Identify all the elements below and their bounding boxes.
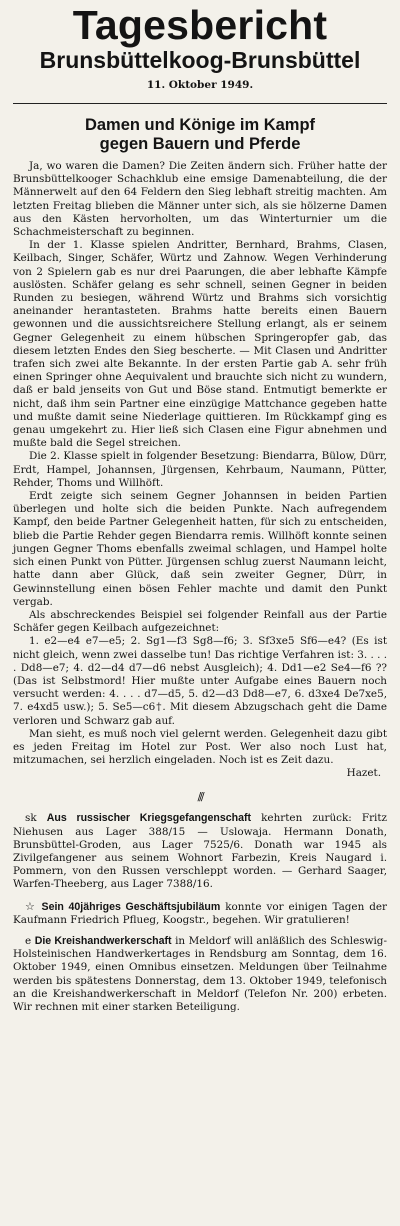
author-signature: Hazet.	[346, 767, 381, 780]
notice-kicker: Die Kreishandwerkerschaft	[34, 934, 172, 947]
masthead-subtitle: Brunsbüttelkoog-Brunsbüttel	[39, 47, 361, 73]
news-notice	[13, 900, 387, 927]
article-paragraph: Erdt zeigte sich seinem Gegner Johannsen in beiden Partien überlegen und holte sich die beiden Punkte. Nach aufregendem Kampf, den beide Partner Gelegenheit hatten, für sich zu entscheiden, blieb die Partie Rehder gegen Biendarra remis. Willhöft konnte seinen jungen Gegner Thoms ebenfalls zweimal schlagen, und Hampel holte sich einen Punkt von Pütter. Jürgensen schlug zuerst Naumann leicht, hatte dann aber Glück, daß sein zweiter Gegner, Dürr, in Gewinnstellung einen bösen Fehler machte und damit den Punkt vergab.	[13, 490, 387, 608]
article-body	[13, 160, 387, 780]
article-paragraph: Die 2. Klasse spielt in folgender Besetzung: Biendarra, Bülow, Dürr, Erdt, Hampel, Johannsen, Jürgensen, Kehrbaum, Naumann, Pütter, Rehder, Thoms und Willhöft.	[13, 450, 387, 489]
article-paragraph: Als abschreckendes Beispiel sei folgender Reinfall aus der Partie Schäfer gegen Keilbach aufgezeichnet:	[13, 608, 387, 635]
star-icon: ☆	[25, 899, 37, 913]
notice-text: in Meldorf will anläßlich des Schleswig-Holsteinischen Handwerkertages in Rendsburg am Sonntag, dem 16. Oktober 1949, einen Omnibus einsetzen. Meldungen über Teilnahme werden bis spätestens Donnerstag, dem 13. Oktober 1949, telefonisch an die Kreishandwerkerschaft in Meldorf (Telefon Nr. 200) erbeten. Wir rechnen mit einer starken Beteiligung.	[13, 934, 387, 1013]
issue-date: 11. Oktober 1949.	[146, 79, 254, 91]
masthead	[13, 4, 387, 92]
headline-line-2: gegen Bauern und Pferde	[99, 135, 301, 153]
notice-text: konnte vor einigen Tagen der Kaufmann Friedrich Pflueg, Koogstr., begehen. Wir gratulieren!	[13, 900, 387, 926]
notice-kicker: Sein 40jähriges Geschäftsjubiläum	[41, 900, 221, 913]
chess-moves-paragraph: 1. e2—e4 e7—e5; 2. Sg1—f3 Sg8—f6; 3. Sf3xe5 Sf6—e4? (Es ist nicht gleich, wenn zwei dasselbe tun! Das richtige Verfahren ist: 3. . . . . Dd8—e7; 4. d2—d4 d7—d6 nebst Ausgleich); 4. Dd1—e2 Se4—f6 ?? (Das ist Selbstmord! Hier mußte unter Aufgabe eines Bauern noch versucht werden: 4. . . . d7—d5, 5. d2—d3 Dd8—e7, 6. d3xe4 De7xe5, 7. e4xd5 usw.); 5. Se5—c6†. Mit diesem Abzugschach geht die Dame verloren und Schwarz gab auf.	[13, 635, 388, 727]
article-paragraph: Man sieht, es muß noch viel gelernt werden. Gelegenheit dazu gibt es jeden Freitag im Hotel zur Post. Wer also noch Lust hat, mitzumachen, sei herzlich eingeladen. Noch ist es Zeit dazu.	[13, 727, 387, 767]
notice-lead: sk	[25, 812, 37, 825]
news-notice	[13, 935, 387, 1014]
article-paragraph: Ja, wo waren die Damen? Die Zeiten ändern sich. Früher hatte der Brunsbüttelkooger Schachklub eine emsige Damenabteilung, die der Männerwelt auf den 64 Feldern den Sieg lebhaft streitig machten. Am letzten Freitag blieben die Männer unter sich, als sie hölzerne Damen aus den Kästen hervorholten, um das Winterturnier um die Schachmeisterschaft zu beginnen.	[13, 160, 387, 239]
news-notice	[13, 812, 387, 891]
masthead-divider	[13, 103, 387, 104]
masthead-title: Tagesbericht	[72, 2, 328, 48]
notice-text: kehrten zurück: Fritz Niehusen aus Lager 388/15 — Uslowaja. Hermann Donath, Brunsbüttel-Groden, aus Lager 7525/6. Donath war 1945 als Zivilgefangener aus seinem Wohnort Farbezin, Kreis Naugard i. Pommern, von den Russen verschleppt worden. — Gerhard Saager, Warfen-Theeberg, aus Lager 7388/16.	[13, 812, 388, 891]
notice-lead: e	[25, 934, 32, 947]
headline-line-1: Damen und Könige im Kampf	[84, 116, 316, 134]
notice-kicker: Aus russischer Kriegsgefangenschaft	[46, 812, 252, 825]
section-separator: ///	[197, 790, 203, 804]
article-headline	[13, 116, 387, 154]
article-paragraph: In der 1. Klasse spielen Andritter, Bernhard, Brahms, Clasen, Keilbach, Singer, Schäfer, Würtz und Zahnow. Wegen Verhinderung von 2 Spielern gab es nur drei Paarungen, die aber lebhafte Kämpfe auslösten. Schäfer gelang es sehr schnell, seinen Gegner in beiden Runden zu besiegen, während Würtz und Brahms sich vorsichtig aneinander herantasteten. Brahms hatte bereits einen Bauern gewonnen und die aussichtsreichere Stellung erlangt, als er seinem Gegner Gelegenheit zu einem hübschen Springeropfer gab, das diesem letzten Endes den Sieg bescherte. — Mit Clasen und Andritter trafen sich zwei alte Bekannte. In der ersten Partie gab A. sehr früh einen Springer ohne Aequivalent und brauchte sich nicht zu wundern, daß er bald jenseits von Gut und Böse stand. Entmutigt bemerkte er nicht, daß ihm sein Partner eine einzügige Mattchance gegeben hatte und mußte damit seine Niederlage quittieren. Im Rückkampf ging es genau umgekehrt zu. Hier ließ sich Clasen eine Figur abnehmen und mußte bald die Segel streichen.	[13, 239, 387, 450]
